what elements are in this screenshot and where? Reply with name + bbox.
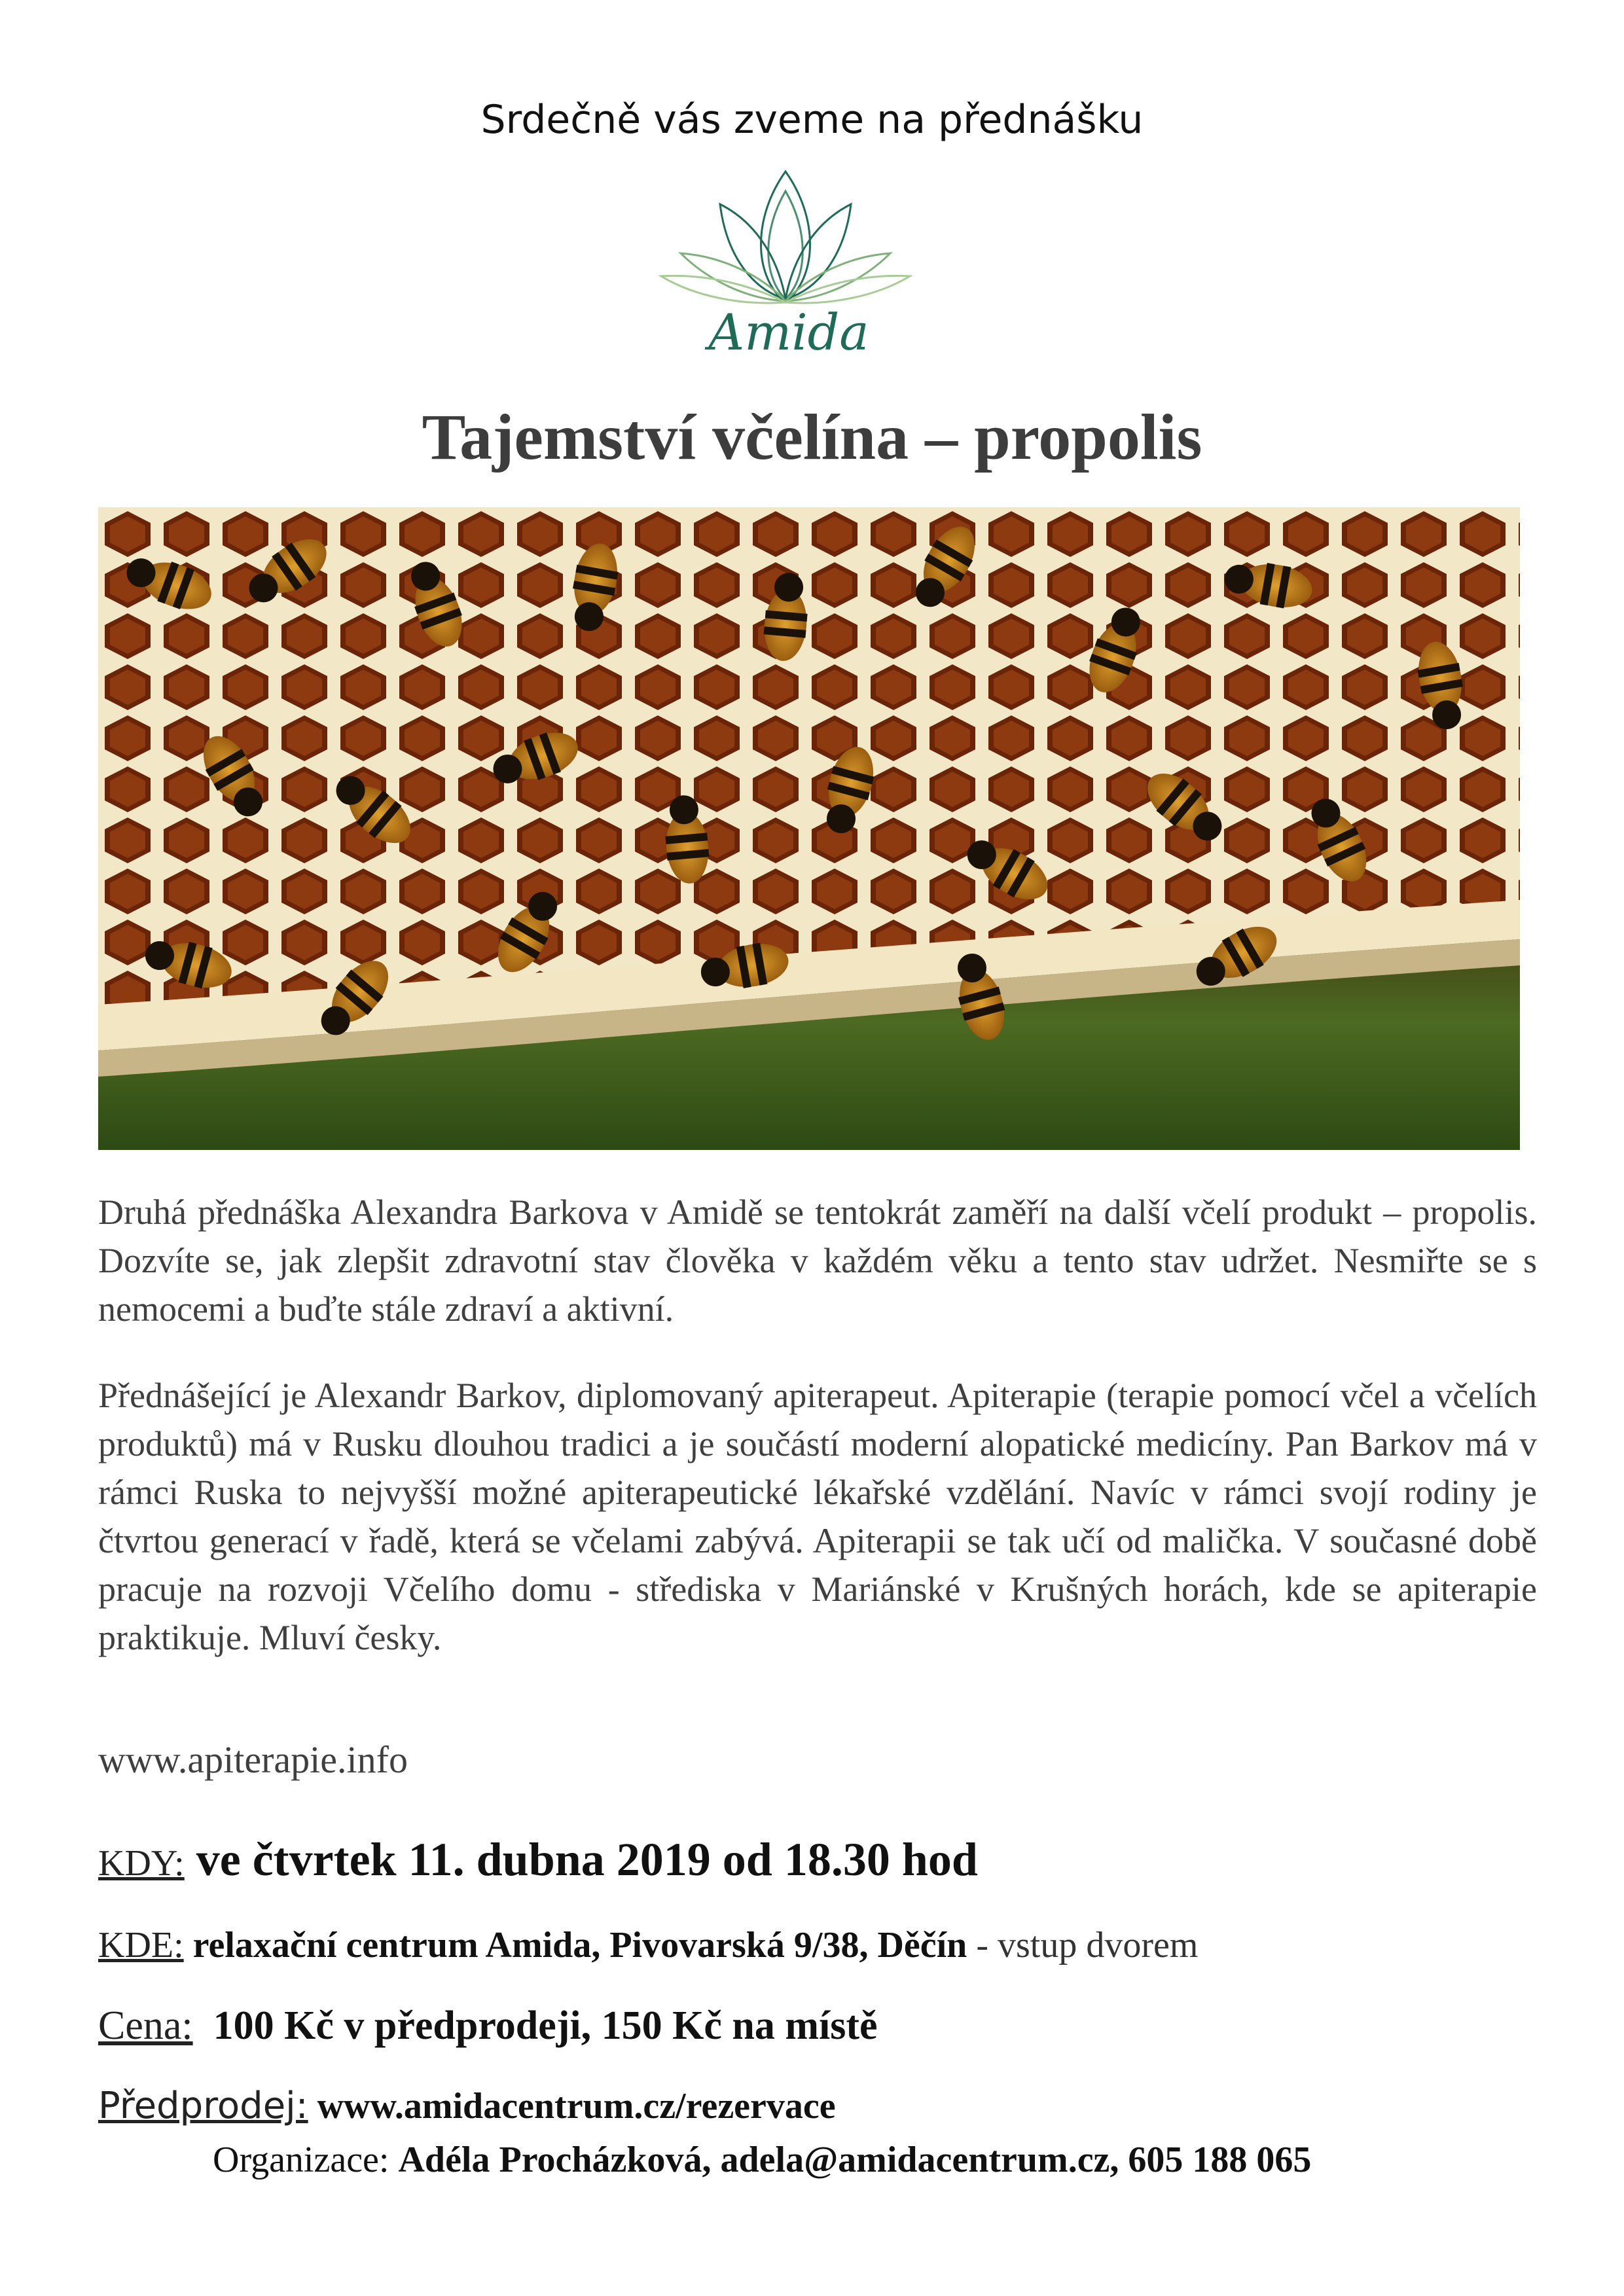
bees-photo	[98, 507, 1520, 1150]
price-label: Cena:	[98, 2003, 193, 2048]
organizer-value: Adéla Procházková, adela@amidacentrum.cz, 605 188 065	[398, 2140, 1312, 2180]
lotus-icon	[655, 165, 916, 361]
speaker-paragraph: Přednášející je Alexandr Barkov, diplomovaný apiterapeut. Apiterapie (terapie pomocí včel a včelích produktů) má v Rusku dlouhou tradici a je součástí moderní alopatické medicíny. Pan Barkov má v rámci Ruska to nejvyšší možné apiterapeutické lékařské vzdělání. Navíc v rámci svojí rodiny je čtvrtou generací v řadě, která se včelami zabývá. Apiterapii se tak učí od malička. V současné době pracuje na rozvoji Včelího domu - střediska v Mariánské v Krušných horách, kde se apiterapie praktikuje. Mluví česky.	[98, 1376, 1537, 1657]
price-line	[98, 2003, 878, 2049]
when-label: KDY:	[98, 1843, 185, 1884]
logo-wordmark: Amida	[708, 303, 869, 361]
where-value: relaxační centrum Amida, Pivovarská 9/38, Děčín	[192, 1925, 967, 1965]
where-line	[98, 1924, 1198, 1966]
where-label: KDE:	[98, 1925, 184, 1965]
organizer-line	[213, 2139, 1311, 2181]
presale-label: Předprodej:	[98, 2085, 308, 2127]
where-note: - vstup dvorem	[967, 1925, 1199, 1965]
amida-logo	[655, 165, 916, 361]
presale-link[interactable]: www.amidacentrum.cz/rezervace	[317, 2086, 836, 2126]
organizer-label: Organizace:	[213, 2140, 389, 2180]
invitation-heading: Srdečně vás zveme na přednášku	[480, 97, 1144, 143]
when-line	[98, 1833, 978, 1887]
when-value: ve čtvrtek 11. dubna 2019 od 18.30 hod	[196, 1833, 978, 1886]
intro-paragraph: Druhá přednáška Alexandra Barkova v Amidě se tentokrát zaměří na další včelí produkt – propolis. Dozvíte se, jak zlepšit zdravotní stav člověka v každém věku a tento stav udržet. Nesmiřte se s nemocemi a buďte stále zdraví a aktivní.	[98, 1193, 1537, 1329]
website-link[interactable]: www.apiterapie.info	[98, 1738, 408, 1781]
presale-line	[98, 2085, 836, 2127]
price-value: 100 Kč v předprodeji, 150 Kč na místě	[213, 2003, 878, 2048]
lecture-title: Tajemství včelína – propolis	[422, 401, 1202, 473]
